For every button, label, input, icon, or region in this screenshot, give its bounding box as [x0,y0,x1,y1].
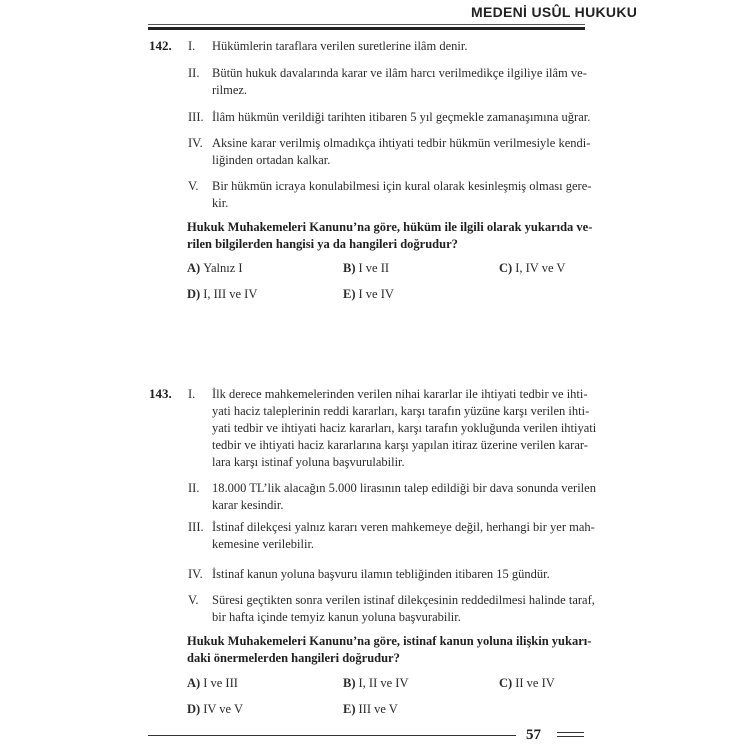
option-text: Yalnız I [203,261,243,275]
statement-numeral: III. [188,520,204,534]
option-letter: D) [187,287,201,301]
option-letter: E) [343,287,356,301]
question-number: 142. [149,38,172,53]
option-text: III ve V [358,702,398,716]
statement-numeral: V. [188,593,199,607]
answer-option-c[interactable] [499,261,565,276]
answer-option-a[interactable] [187,261,243,276]
option-text: IV ve V [203,702,244,716]
statement-numeral: II. [188,481,200,495]
option-text: I ve IV [358,287,394,301]
option-letter: A) [187,676,201,690]
option-text: I, IV ve V [515,261,566,275]
answer-option-c[interactable] [499,676,555,691]
option-text: I, III ve IV [203,287,258,301]
option-letter: C) [499,261,513,275]
footer-rule-right [557,736,584,737]
answer-option-d[interactable] [187,702,243,717]
statement-text: Bütün hukuk davalarında karar ve ilâm harcı verilmedikçe ilgiliye ilâm ve- rilmez. [212,66,587,97]
footer-rule-right [557,732,584,733]
statement-numeral: II. [188,66,200,80]
statement-text: Hükümlerin taraflara verilen suretlerine ilâm denir. [212,39,468,53]
answer-option-a[interactable] [187,676,238,691]
statement-numeral: I. [188,39,196,53]
option-letter: D) [187,702,201,716]
page-number: 57 [526,727,541,743]
answer-option-e[interactable] [343,287,394,302]
question-stem: Hukuk Muhakemeleri Kanunu’na göre, istinaf kanun yoluna ilişkin yukarı- daki önermelerden hangileri doğrudur? [187,634,592,665]
question-number: 143. [149,386,172,401]
option-letter: E) [343,702,356,716]
option-letter: B) [343,676,356,690]
statement-text: İstinaf kanun yoluna başvuru ilamın tebliğinden itibaren 15 gündür. [212,567,550,581]
option-letter: A) [187,261,201,275]
question-stem: Hukuk Muhakemeleri Kanunu’na göre, hüküm ile ilgili olarak yukarıda ve- rilen bilgilerden hangisi ya da hangileri doğrudur? [187,220,593,251]
option-text: I ve II [358,261,390,275]
statement-text: Aksine karar verilmiş olmadıkça ihtiyati tedbir hükmün verilmesiyle kendi- liğinden ortadan kalkar. [212,136,591,167]
answer-option-b[interactable] [343,261,389,276]
answer-option-e[interactable] [343,702,398,717]
option-letter: C) [499,676,513,690]
header-rule-thick [148,27,585,30]
statement-text: İlk derece mahkemelerinden verilen nihai kararlar ile ihtiyati tedbir ve ihti- yati haciz taleplerinin reddi kararları, karşı tarafın yüzüne karşı verilen ihti- yati tedbir ve ihtiyati haciz kararları, karşı tarafın yokluğunda verilen ihtiyati tedbir ve ihtiyati haciz kararlarına karşı yapılan itiraz üzerine verilen karar- lara karşı istinaf yoluna başvurulabilir. [212,387,597,469]
statement-numeral: I. [188,387,196,401]
statement-numeral: IV. [188,567,203,581]
answer-option-b[interactable] [343,676,408,691]
statement-numeral: V. [188,179,199,193]
option-text: II ve IV [515,676,555,690]
option-text: I, II ve IV [358,676,409,690]
header-title: MEDENİ USÛL HUKUKU [471,4,638,20]
statement-text: Süresi geçtikten sonra verilen istinaf dilekçesinin reddedilmesi halinde taraf, bir hafta içinde temyiz kanun yoluna başvurabilir. [212,593,595,624]
statement-text: İstinaf dilekçesi yalnız kararı veren mahkemeye değil, herhangi bir yer mah- kemesine verilebilir. [212,520,595,551]
answer-option-d[interactable] [187,287,257,302]
statement-text: İlâm hükmün verildiği tarihten itibaren 5 yıl geçmekle zamanaşımına uğrar. [212,110,591,124]
statement-text: 18.000 TL’lik alacağın 5.000 lirasının talep edildiği bir dava sonunda verilen karar kesindir. [212,481,596,512]
statement-numeral: III. [188,110,204,124]
option-text: I ve III [203,676,238,690]
header-rule [148,24,585,25]
statement-text: Bir hükmün icraya konulabilmesi için kural olarak kesinleşmiş olması gere- kir. [212,179,592,210]
option-letter: B) [343,261,356,275]
statement-numeral: IV. [188,136,203,150]
footer-rule [148,735,516,736]
